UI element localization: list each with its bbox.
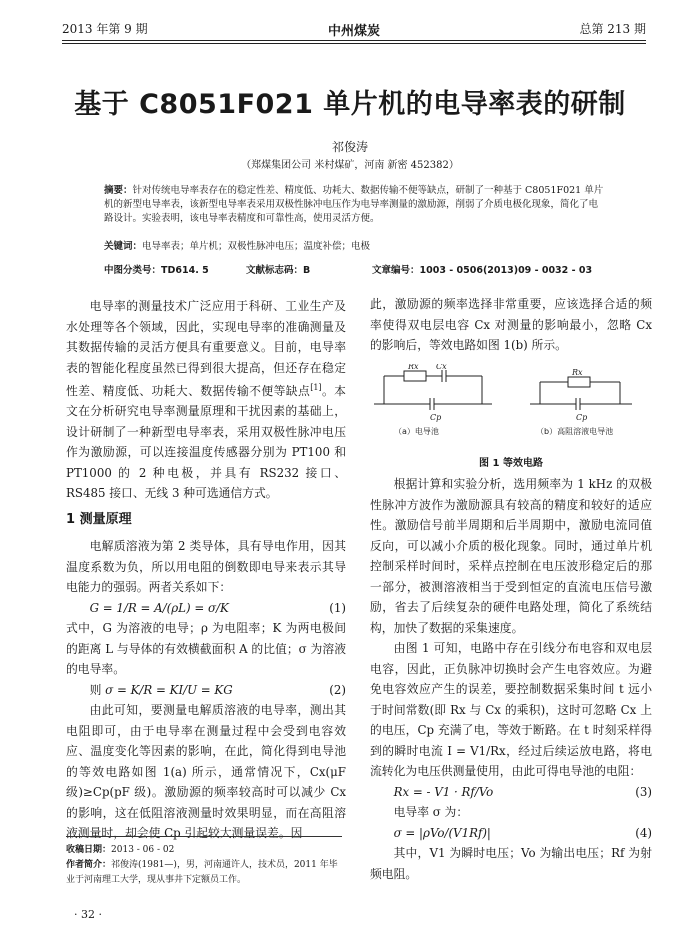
page-number: · 32 · (74, 908, 102, 921)
equation-1-explanation: 式中，G 为溶液的电导；ρ 为电阻率；K 为两电极间的距离 L 与导体的有效横截面积 A 的比值；σ 为溶液的电导率。 (66, 621, 346, 677)
cx-label: Cx (436, 363, 447, 371)
right-column (370, 294, 652, 884)
equation-4: σ = |ρVo/(V1Rf)| (4) (393, 825, 652, 840)
cp-label-a: Cp (430, 412, 442, 422)
figure-1a-label: （a）电导池 (394, 426, 439, 436)
issue-label: 2013 年第 9 期 (62, 22, 148, 36)
abstract-label: 摘要： (104, 185, 133, 196)
running-header (62, 20, 646, 38)
principle-paragraph: 电解质溶液为第 2 类导体，具有导电作用，因其温度系数为负，所以用电阻的倒数即电导来表示其导电能力的强弱。两者关系如下： (66, 539, 346, 595)
header-rule-2 (62, 43, 646, 44)
journal-name: 中州煤炭 (327, 24, 380, 39)
equation-2: 则 σ = K/R = KI/U = KG (2) (89, 682, 346, 697)
total-issue-label: 总第 213 期 (579, 22, 646, 36)
abstract-text: 针对传统电导率表存在的稳定性差、精度低、功耗大、数据传输不便等缺点，研制了一种基于 C8051F021 单片机的新型电导率表，该新型电导率表采用双极性脉冲电压作为电导率测量的激励源，削弱了介质电极化现象，简化了电路设计。实验表明，该电导率表精度和可靠性高，使用灵活方便。 (104, 185, 604, 224)
figure-1-caption: 图 1 等效电路 (479, 457, 543, 469)
header-rule (62, 40, 646, 41)
capacitance-paragraph: 由图 1 可知，电路中存在引线分布电容和双电层电容，因此，正负脉冲切换时会产生电容效应。为避免电容效应产生的误差，要控制数据采集时间 t 远小于时间常数(即 Rx 与 Cx 的乘积)，这时可忽略 Cx 上的电压，Cp 充满了电，等效于断路。在 t 时刻采样得到的瞬时电流 I = V1/Rx，经过后续运放电路，将电流转化为电压供测量使用，由此可得电导池的电阻： (370, 641, 652, 778)
analysis-paragraph: 根据计算和实验分析，选用频率为 1 kHz 的双极性脉冲方波作为激励源具有较高的精度和较好的适应性。激励信号前半周期和后半周期中，激励电流同值反向，可以减小介质的极化现象。同时，通过单片机控制采样时间时，采样点控制在电压波形稳定后的那一部分，被测溶液相当于受到恒定的直流电压信号激励，省去了后续复杂的硬件电路处理，简化了系统结构，加快了数据的采集速度。 (370, 477, 652, 635)
footnote (66, 836, 342, 888)
rx-label-a: Rx (408, 363, 419, 371)
intro-paragraph: 电导率的测量技术广泛应用于科研、工业生产及水处理等各个领域，因此，实现电导率的准确测量及其数据传输的灵活方便具有重要意义。目前，电导率表的智能化程度虽然已得到很大提高，但还存在稳定性差、精度低、功耗大、数据传输不便等缺点[1]。本文在分析研究电导率测量原理和干扰因素的基础上，设计研制了一种新型电导率表，采用双极性脉冲电压作为激励源，可以连接温度传感器分别为 PT100 和 PT1000 的 2 种电极，并具有 RS232 接口、RS485 接口、无线 3 种可选通信方式。 (66, 299, 346, 501)
author-name: 祁俊涛 (331, 140, 368, 154)
figure-1b-label: （b）高阻溶液电导池 (536, 426, 614, 436)
keywords-text: 电导率表；单片机；双极性脉冲电压；温度补偿；电极 (142, 241, 371, 252)
left-column (66, 296, 346, 844)
rx-label-b: Rx (572, 367, 583, 377)
article-number: 文章编号：1003 - 0506(2013)09 - 0032 - 03 (372, 265, 593, 276)
equivalent-circuit-diagram (370, 364, 660, 454)
abstract (104, 184, 604, 226)
cp-label-b: Cp (576, 412, 588, 422)
frequency-paragraph: 此，激励源的频率选择非常重要，应该选择合适的频率使得双电层电容 Cx 对测量的影响最小，忽略 Cx 的影响后，等效电路如图 1(b) 所示。 (370, 297, 652, 352)
section-heading-1: 1 测量原理 (66, 511, 132, 527)
affiliation: （郑煤集团公司 米村煤矿，河南 新密 452382） (241, 160, 459, 171)
document-code: 文献标志码：B (246, 265, 311, 276)
author-bio: 作者简介：祁俊涛(1981—)，男，河南通许人，技术员，2011 年毕业于河南理工大学，现从事井下定额员工作。 (66, 860, 338, 885)
equation-3: Rx = - V1 · Rf/Vo (3) (393, 784, 652, 799)
circuit-paragraph: 由此可知，要测量电解质溶液的电导率，测出其电阻即可，由于电导率在测量过程中会受到电容效应、温度变化等因素的影响，在此，简化得到电导池的等效电路如图 1(a) 所示，通常情况下，Cx(μF 级)≥Cp(pF 级)。激励源的频率较高时可以减少 Cx 的影响，这在低阻溶液测量时效果明显，而在高阻溶液测量时，却会使 Cp 引起较大测量误差。因 (66, 703, 346, 841)
variables-paragraph: 其中，V1 为瞬时电压；Vo 为输出电压；Rf 为射频电阻。 (370, 846, 652, 881)
footnote-rule (66, 836, 342, 837)
received-date: 收稿日期：2013 - 06 - 02 (66, 845, 175, 855)
conductivity-label: 电导率 σ 为： (393, 805, 469, 819)
figure-1 (370, 364, 660, 454)
clc-number: 中图分类号：TD614. 5 (104, 265, 209, 276)
equation-1: G = 1/R = A/(ρL) = σ/K (1) (89, 600, 346, 615)
paper-title: 基于 C8051F021 单片机的电导率表的研制 (74, 89, 626, 120)
keywords (104, 240, 604, 254)
keywords-label: 关键词： (104, 241, 143, 252)
citation-ref: [1] (310, 383, 322, 392)
